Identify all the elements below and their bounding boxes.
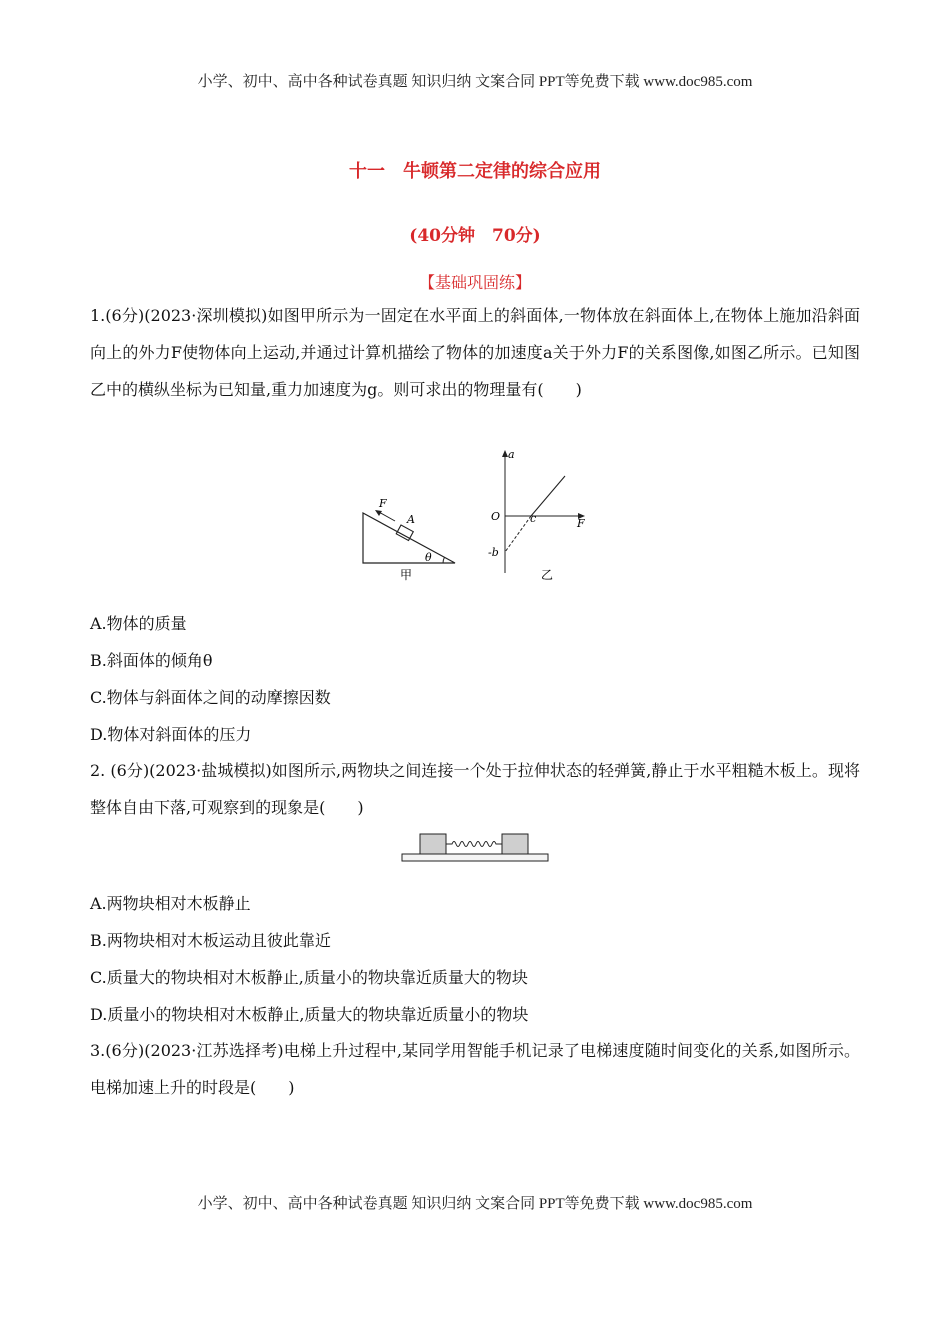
question-2-stem: 2. (6分)(2023·盐城模拟)如图所示,两物块之间连接一个处于拉伸状态的轻弹簧,静止于水平粗糙木板上。现将整体自由下落,可观察到的现象是( ) <box>90 761 860 817</box>
q2-option-b: B.两物块相对木板运动且彼此靠近 <box>90 931 331 950</box>
figure-incline <box>355 495 465 585</box>
question-1-stem: 1.(6分)(2023·深圳模拟)如图甲所示为一固定在水平面上的斜面体,一物体放在斜面体上,在物体上施加沿斜面向上的外力F使物体向上运动,并通过计算机描绘了物体的加速度a关于外力F的关系图像,如图乙所示。已知图乙中的横纵坐标为已知量,重力加速度为g。则可求出的物理量有( ) <box>90 306 860 399</box>
label-o: O <box>491 510 501 523</box>
q1-option-b: B.斜面体的倾角θ <box>90 651 213 670</box>
label-a-axis: a <box>508 448 515 461</box>
caption-jia: 甲 <box>400 568 413 582</box>
spring <box>446 842 502 847</box>
right-block <box>502 834 528 854</box>
left-block <box>420 834 446 854</box>
q1-option-c: C.物体与斜面体之间的动摩擦因数 <box>90 688 331 707</box>
page-header: 小学、初中、高中各种试卷真题 知识归纳 文案合同 PPT等免费下载 www.doc985.com <box>197 74 753 90</box>
q2-option-a: A.两物块相对木板静止 <box>90 894 251 913</box>
question-3-stem: 3.(6分)(2023·江苏选择考)电梯上升过程中,某同学用智能手机记录了电梯速度随时间变化的关系,如图所示。电梯加速上升的时段是( ) <box>90 1041 860 1097</box>
figure-graph <box>485 448 595 588</box>
solid-line <box>531 476 565 516</box>
dashed-line <box>505 516 531 552</box>
q2-option-d: D.质量小的物块相对木板静止,质量大的物块靠近质量小的物块 <box>90 1005 529 1024</box>
page-subtitle: (40分钟 70分) <box>409 226 541 246</box>
board <box>402 854 548 861</box>
label-b: -b <box>488 546 499 559</box>
caption-yi: 乙 <box>541 568 554 582</box>
q1-option-d: D.物体对斜面体的压力 <box>90 725 252 744</box>
q2-option-c: C.质量大的物块相对木板静止,质量小的物块靠近质量大的物块 <box>90 968 528 987</box>
angle-arc <box>443 557 445 563</box>
label-a-block: A <box>407 513 415 526</box>
figure-spring-blocks <box>398 830 553 864</box>
label-theta: θ <box>425 551 432 564</box>
page-footer: 小学、初中、高中各种试卷真题 知识归纳 文案合同 PPT等免费下载 www.doc985.com <box>197 1196 753 1212</box>
section-heading: 【基础巩固练】 <box>418 273 531 292</box>
label-c: c <box>530 512 537 525</box>
label-f: F <box>379 497 387 510</box>
page-title: 十一 牛顿第二定律的综合应用 <box>349 161 601 182</box>
label-f-axis: F <box>577 517 585 530</box>
q1-option-a: A.物体的质量 <box>90 614 187 633</box>
